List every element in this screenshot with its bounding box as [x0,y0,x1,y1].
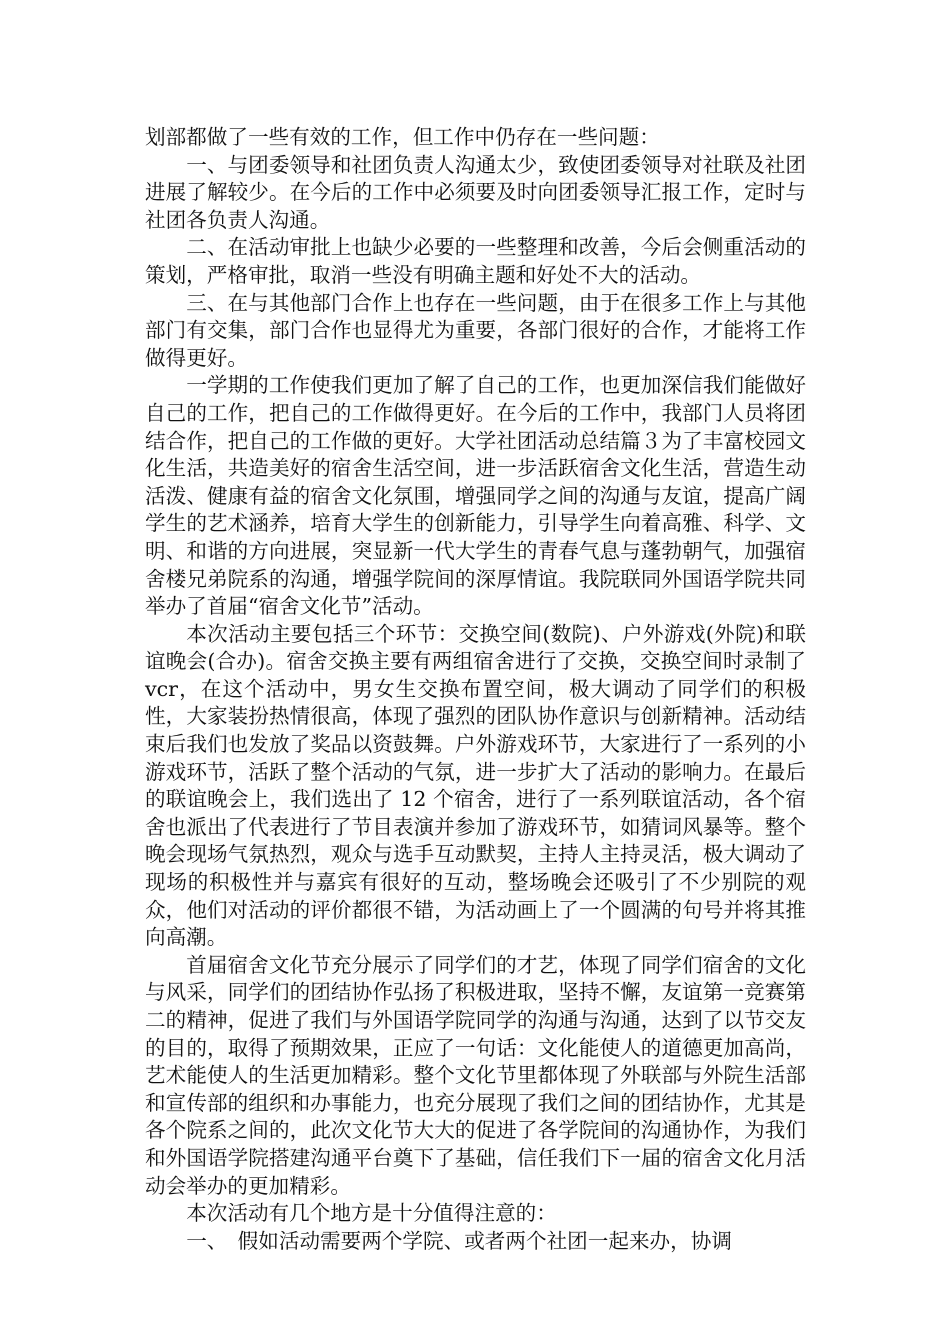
paragraph-issue-2: 二、在活动审批上也缺少必要的一些整理和改善，今后会侧重活动的策划，严格审批，取消一些没有明确主题和好处不大的活动。 [145,235,806,287]
paragraph-activity-overview: 本次活动主要包括三个环节：交换空间(数院)、户外游戏(外院)和联谊晚会(合办)。宿舍交换主要有两组宿舍进行了交换，交换空间时录制了 vcr，在这个活动中，男女生交换布置空间，极大调动了同学们的积极性，大家装扮热情很高，体现了强烈的团队协作意识与创新精神。活动结束后我们也发放了奖品以资鼓舞。户外游戏环节，大家进行了一系列的小游戏环节，活跃了整个活动的气氛，进一步扩大了活动的影响力。在最后的联谊晚会上，我们选出了 12 个宿舍，进行了一系列联谊活动，各个宿舍也派出了代表进行了节目表演并参加了游戏环节，如猜词风暴等。整个晚会现场气氛热烈，观众与选手互动默契，主持人主持灵活，极大调动了现场的积极性并与嘉宾有很好的互动，整场晚会还吸引了不少别院的观众，他们对活动的评价都很不错，为活动画上了一个圆满的句号并将其推向高潮。 [145,621,806,950]
paragraph-issue-1: 一、与团委领导和社团负责人沟通太少，致使团委领导对社联及社团进展了解较少。在今后的工作中必须要及时向团委领导汇报工作，定时与社团各负责人沟通。 [145,152,806,232]
paragraph-summary: 一学期的工作使我们更加了解了自己的工作，也更加深信我们能做好自己的工作，把自己的工作做得更好。在今后的工作中，我部门人员将团结合作，把自己的工作做的更好。大学社团活动总结篇３为了丰富校园文化生活，共造美好的宿舍生活空间，进一步活跃宿舍文化生活，营造生动活泼、健康有益的宿舍文化氛围，增强同学之间的沟通与友谊，提高广阔学生的艺术涵养，培育大学生的创新能力，引导学生向着高雅、科学、文明、和谐的方向进展，突显新一代大学生的青春气息与蓬勃朝气，加强宿舍楼兄弟院系的沟通，增强学院间的深厚情谊。我院联同外国语学院共同举办了首届“宿舍文化节”活动。 [145,373,806,619]
paragraph-note-1: 一、 假如活动需要两个学院、或者两个社团一起来办，协调 [186,1228,732,1253]
document-body [145,124,806,1255]
paragraph-issue-3: 三、在与其他部门合作上也存在一些问题，由于在很多工作上与其他部门有交集，部门合作也显得尤为重要，各部门很好的合作，才能将工作做得更好。 [145,290,806,370]
paragraph-festival-results: 首届宿舍文化节充分展示了同学们的才艺，体现了同学们宿舍的文化与风采，同学们的团结协作弘扬了积极进取，坚持不懈，友谊第一竞赛第二的精神，促进了我们与外国语学院同学的沟通与沟通，达到了以节交友的目的，取得了预期效果，正应了一句话：文化能使人的道德更加高尚，艺术能使人的生活更加精彩。整个文化节里都体现了外联部与外院生活部和宣传部的组织和办事能力，也充分展现了我们之间的团结协作，尤其是各个院系之间的，此次文化节大大的促进了各学院间的沟通协作，为我们和外国语学院搭建沟通平台奠下了基础，信任我们下一届的宿舍文化月活动会举办的更加精彩。 [145,952,806,1198]
paragraph-intro: 划部都做了一些有效的工作，但工作中仍存在一些问题： [145,125,660,149]
paragraph-notes-heading: 本次活动有几个地方是十分值得注意的： [186,1201,557,1226]
